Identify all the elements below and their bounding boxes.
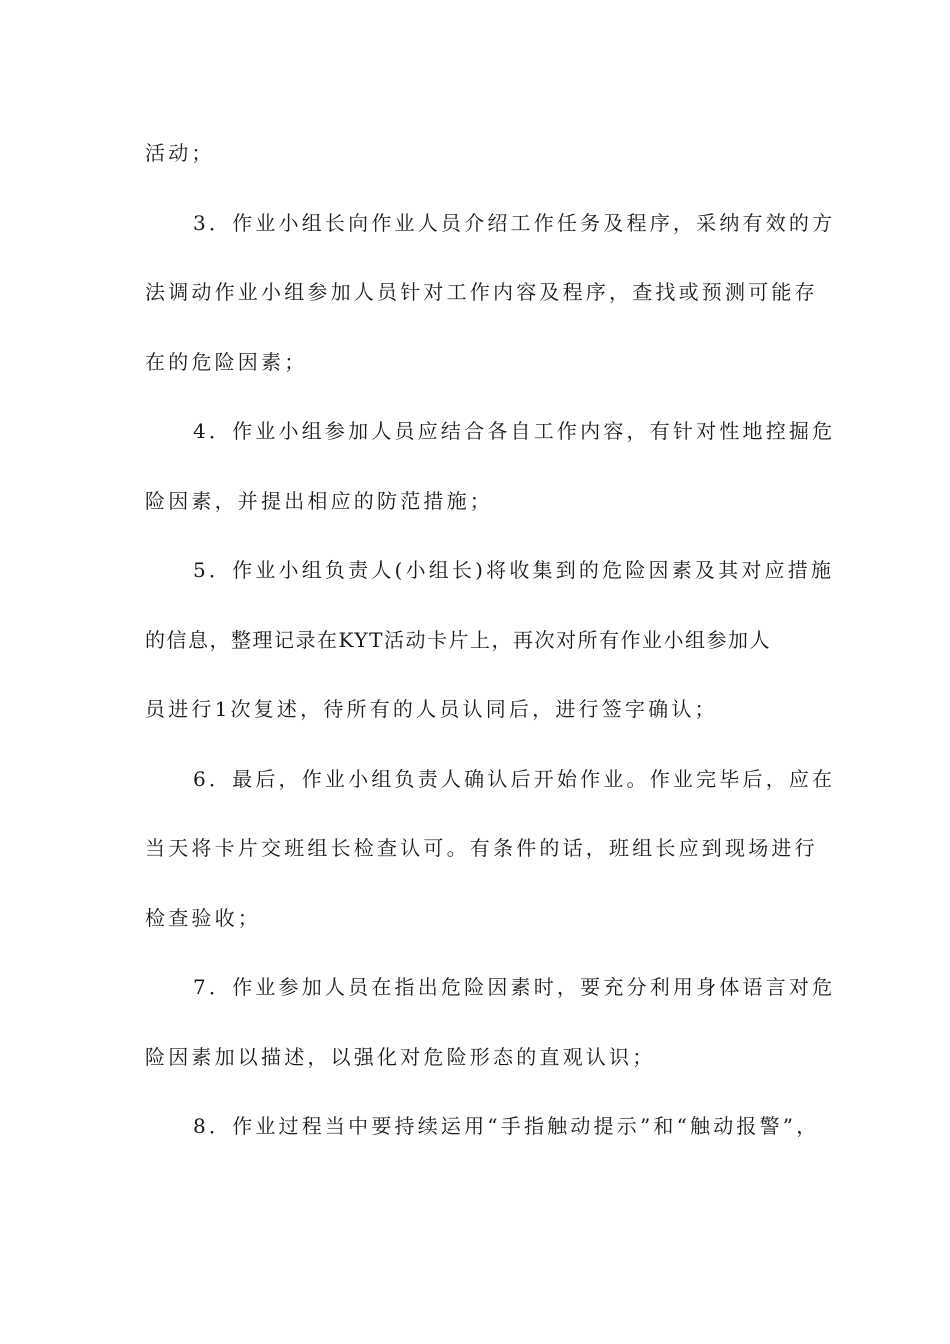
- text-line: 检查验收；: [145, 905, 261, 930]
- text-line: 险因素加以描述，以强化对危险形态的直观认识；: [145, 1044, 656, 1069]
- text-line: 当天将卡片交班组长检查认可。有条件的话，班组长应到现场进行: [145, 836, 818, 860]
- text-line: 的信息，整理记录在KYT活动卡片上，再次对所有作业小组参加人: [145, 627, 771, 652]
- text-line: 5．作业小组负责人(小组长)将收集到的危险因素及其对应措施: [193, 558, 835, 582]
- text-line: 在的危险因素；: [145, 349, 308, 374]
- text-line: 3．作业小组长向作业人员介绍工作任务及程序，采纳有效的方: [193, 210, 836, 235]
- text-line: 活动；: [145, 141, 215, 165]
- text-line: 员进行1次复述，待所有的人员认同后，进行签字确认；: [145, 697, 718, 721]
- text-line: 法调动作业小组参加人员针对工作内容及程序，查找或预测可能存: [145, 280, 818, 304]
- text-line: 4．作业小组参加人员应结合各自工作内容，有针对性地控掘危: [193, 419, 836, 443]
- text-line: 险因素，并提出相应的防范措施；: [145, 488, 493, 513]
- text-line: 6．最后，作业小组负责人确认后开始作业。作业完毕后，应在: [193, 766, 836, 791]
- text-line: 7．作业参加人员在指出危险因素时，要充分利用身体语言对危: [193, 975, 836, 999]
- document-body: [145, 133, 836, 1176]
- text-line: 8．作业过程当中要持续运用“手指触动提示”和“触动报警”，: [193, 1114, 820, 1138]
